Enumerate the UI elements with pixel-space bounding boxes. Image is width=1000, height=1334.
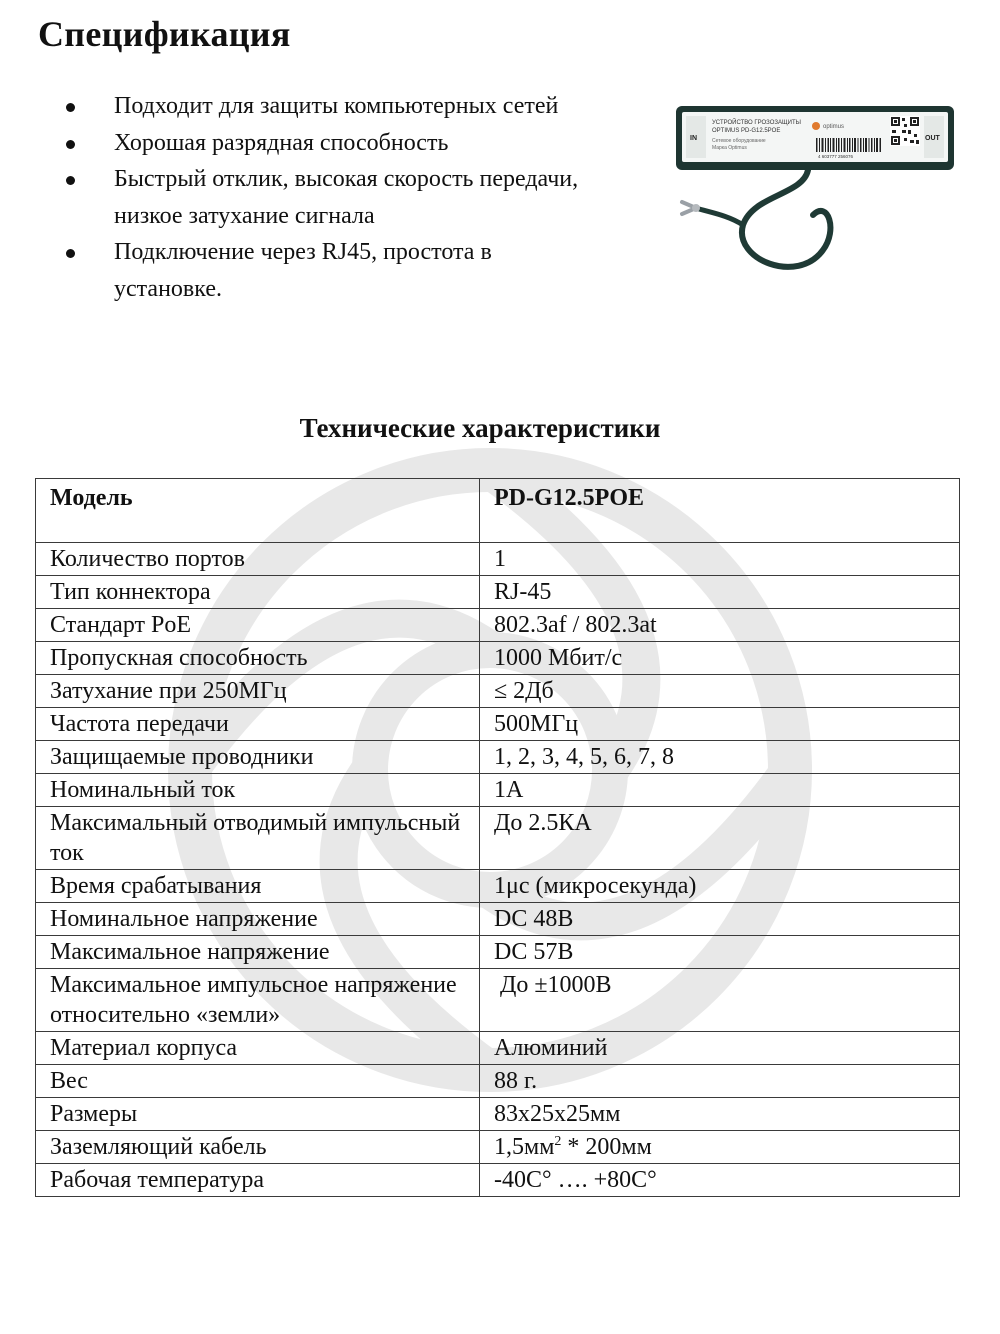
table-row — [36, 675, 960, 708]
table-row — [36, 708, 960, 741]
list-item — [60, 161, 590, 234]
table-row — [36, 1098, 960, 1131]
value-suffix: * 200мм — [561, 1134, 652, 1160]
param-cell: Номинальный ток — [36, 774, 480, 807]
bullet-icon — [66, 103, 75, 112]
table-row — [36, 1164, 960, 1197]
param-cell: Защищаемые проводники — [36, 741, 480, 774]
table-header-row — [36, 479, 960, 543]
param-cell: Количество портов — [36, 543, 480, 576]
brand-label: optimus — [823, 124, 845, 130]
feature-text: Подключение через RJ45, простота в установке. — [114, 239, 492, 302]
port-out-label: OUT — [925, 135, 940, 142]
param-cell: Максимальный отводимый импульсный ток — [36, 807, 480, 870]
value-cell: Алюминий — [480, 1032, 960, 1065]
port-in-label: IN — [690, 135, 697, 142]
table-row — [36, 543, 960, 576]
feature-text: Быстрый отклик, высокая скорость передачи, низкое затухание сигнала — [114, 166, 579, 229]
label-line-4: Марка Optimus — [712, 145, 747, 151]
table-row — [36, 642, 960, 675]
page-title: Спецификация — [38, 14, 291, 54]
list-item — [60, 234, 590, 307]
table-row — [36, 1131, 960, 1164]
label-line-3: Сетевое оборудование — [712, 138, 766, 144]
bullet-icon — [66, 140, 75, 149]
table-row — [36, 1032, 960, 1065]
feature-text: Подходит для защиты компьютерных сетей — [114, 93, 559, 119]
value-cell — [480, 1131, 960, 1164]
qr-code-icon — [890, 116, 920, 146]
spec-table — [35, 478, 960, 1197]
param-cell: Рабочая температура — [36, 1164, 480, 1197]
tech-specs-title: Технические характеристики — [299, 413, 661, 443]
param-cell: Размеры — [36, 1098, 480, 1131]
value-main: 1,5мм — [494, 1134, 555, 1160]
value-cell: -40С° …. +80С° — [480, 1164, 960, 1197]
table-row — [36, 741, 960, 774]
param-cell: Время срабатывания — [36, 870, 480, 903]
value-cell: 1μс (микросекунда) — [480, 870, 960, 903]
value-cell: 1000 Мбит/с — [480, 642, 960, 675]
value-cell: 1, 2, 3, 4, 5, 6, 7, 8 — [480, 741, 960, 774]
value-cell: 1 — [480, 543, 960, 576]
table-row — [36, 903, 960, 936]
param-cell: Максимальное напряжение — [36, 936, 480, 969]
value-cell: DC 48В — [480, 903, 960, 936]
product-image — [668, 100, 986, 280]
value-cell: RJ-45 — [480, 576, 960, 609]
value-cell: 802.3af / 802.3at — [480, 609, 960, 642]
brand-logo-icon — [812, 122, 820, 130]
list-item — [60, 125, 590, 162]
param-cell: Номинальное напряжение — [36, 903, 480, 936]
table-row — [36, 1065, 960, 1098]
param-cell: Пропускная способность — [36, 642, 480, 675]
value-cell: ≤ 2Дб — [480, 675, 960, 708]
header-param-cell: Модель — [36, 479, 480, 543]
ground-cable — [682, 170, 830, 267]
table-row — [36, 609, 960, 642]
value-cell: 500МГц — [480, 708, 960, 741]
header-value-cell: PD-G12.5POE — [480, 479, 960, 543]
param-cell: Тип коннектора — [36, 576, 480, 609]
table-row — [36, 936, 960, 969]
table-row — [36, 774, 960, 807]
table-row — [36, 870, 960, 903]
value-cell: DC 57В — [480, 936, 960, 969]
value-cell: 83х25х25мм — [480, 1098, 960, 1131]
bullet-icon — [66, 249, 75, 258]
value-superscript: 2 — [554, 1134, 562, 1149]
table-row — [36, 807, 960, 870]
table-row — [36, 576, 960, 609]
param-cell: Частота передачи — [36, 708, 480, 741]
param-cell: Максимальное импульсное напряжение относительно «земли» — [36, 969, 480, 1032]
list-item — [60, 88, 590, 125]
value-cell: До 2.5КА — [480, 807, 960, 870]
feature-text: Хорошая разрядная способность — [114, 129, 449, 156]
table-row — [36, 969, 960, 1032]
param-cell: Стандарт PoE — [36, 609, 480, 642]
label-line-1: УСТРОЙСТВО ГРОЗОЗАЩИТЫ — [712, 120, 801, 126]
param-cell: Заземляющий кабель — [36, 1131, 480, 1164]
barcode-number: 4 603777 256076 — [818, 154, 854, 159]
label-line-2: OPTIMUS PD-G12.5POE — [712, 128, 781, 134]
param-cell: Материал корпуса — [36, 1032, 480, 1065]
value-cell: До ±1000В — [480, 969, 960, 1032]
value-cell: 88 г. — [480, 1065, 960, 1098]
param-cell: Затухание при 250МГц — [36, 675, 480, 708]
value-cell: 1А — [480, 774, 960, 807]
bullet-icon — [66, 176, 75, 185]
feature-list — [60, 88, 590, 307]
param-cell: Вес — [36, 1065, 480, 1098]
